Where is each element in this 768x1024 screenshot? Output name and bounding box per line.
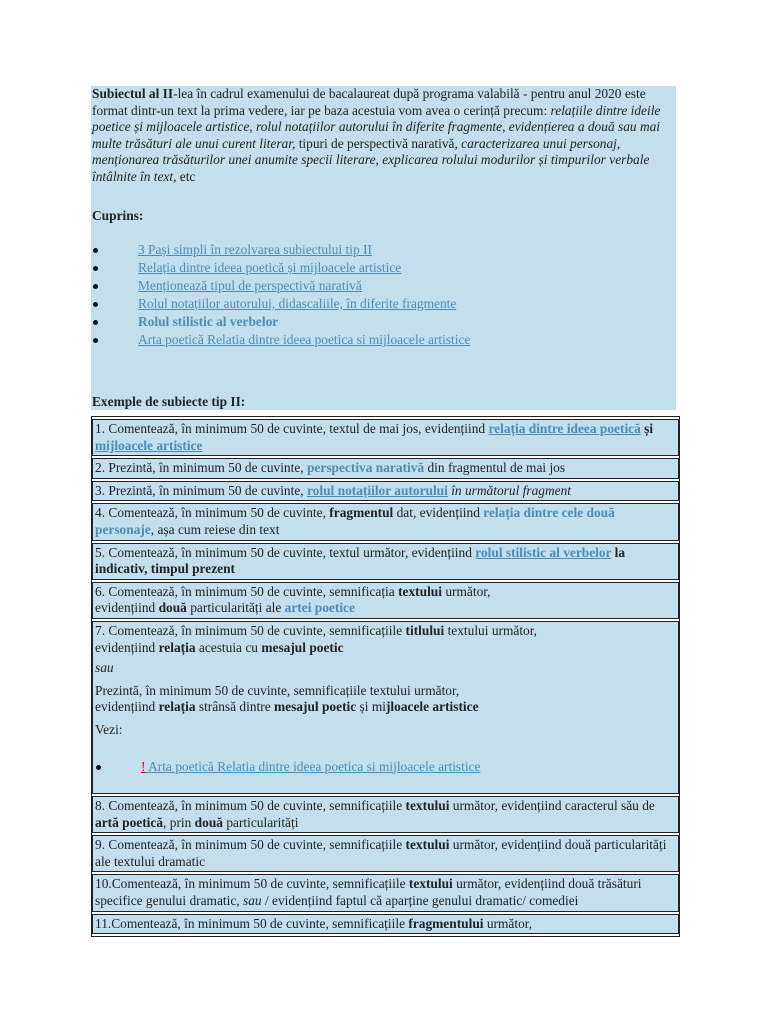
vezi-item[interactable] [95,759,677,776]
toc-item[interactable] [92,295,673,313]
table-row [92,582,679,619]
toc-link[interactable]: Menționează tipul de perspectivă narativă [138,277,362,293]
example-link[interactable]: rolul stilistic al verbelor [475,544,612,560]
table-of-contents [92,241,673,350]
vezi-list [95,759,677,776]
example-1: 1. Comentează, în minimum 50 de cuvinte, textul de mai jos, evidențiind relația dintre ideea poetică și mijloacele artistice [92,419,679,456]
intro-plain-1: tipuri de perspectivă narativă, [295,135,462,151]
table-row [92,419,679,456]
table-row [92,458,679,479]
table-row [92,914,679,935]
intro-lead: Subiectul al II [92,86,174,101]
example-link[interactable]: relația dintre cele două personaje [95,505,615,537]
example-6: 6. Comentează, în minimum 50 de cuvinte, semnificația textului următor, evidențiind două particularități ale artei poetice [92,582,679,619]
table-row [92,621,679,794]
toc-item[interactable] [92,259,673,277]
table-row [92,874,679,911]
example-link[interactable]: mijloacele artistice [95,437,203,453]
example-2: 2. Prezintă, în minimum 50 de cuvinte, perspectiva narativă din fragmentul de mai jos [92,458,679,479]
vezi-link[interactable]: Arta poetică Relatia dintre ideea poetica si mijloacele artistice [145,758,481,774]
vezi-label: Vezi: [95,721,123,737]
toc-link[interactable]: Relația dintre ideea poetică și mijloacele artistice [138,259,402,275]
example-link[interactable]: perspectiva narativă [306,460,425,476]
toc-item[interactable] [92,241,673,259]
example-10: 10.Comentează, în minimum 50 de cuvinte, semnificațiile textului următor, evidențiind două trăsături specifice genului dramatic, sau / evidențiind faptul că aparține genului dramatic/ comediei [92,874,679,911]
alert-mark: ! [141,758,146,774]
intro-paragraph [92,86,673,185]
example-5: 5. Comentează, în minimum 50 de cuvinte, textul următor, evidențiind rolul stilistic al verbelor la indicativ, timpul prezent [92,543,679,580]
example-7: 7. Comentează, în minimum 50 de cuvinte, semnificațiile titlului textului următor, evidențiind relația acestuia cu mesajul poetic sau Prezintă, în minimum 50 de cuvinte, semnificațiile textului următor, evidențiind relația strânsă dintre mesajul poetic și mijloacele artistice Vezi: ! Arta poetică Relatia dintre ideea poetica si mijloacele artistice [92,621,679,794]
table-row [92,503,679,540]
intro-text: -lea în cadrul examenului de bacalaureat după programa valabilă - pentru anul 2020 este format dintr-un text la prima vedere, iar pe baza acestuia vom avea o cerință precum: [92,86,646,118]
intro-italic-1: relațiile dintre ideile poetice și mijloacele artistice, rolul notațiilor autorului în diferite fragmente, evidențierea a două sau mai multe trăsături ale unui curent literar, [92,102,661,151]
examples-table [91,416,680,937]
toc-link[interactable]: 3 Pași simpli în rezolvarea subiectului tip II [138,241,372,257]
example-4: 4. Comentează, în minimum 50 de cuvinte, fragmentul dat, evidențiind relația dintre cele două personaje, așa cum reiese din text [92,503,679,540]
table-row [92,796,679,833]
toc-link[interactable]: Rolul stilistic al verbelor [138,314,279,330]
example-link[interactable]: rolul notațiilor autorului [306,482,448,498]
toc-item[interactable] [92,331,673,349]
examples-title: Exemple de subiecte tip II: [92,394,246,409]
example-link[interactable]: artei poetice [284,600,355,616]
toc-item[interactable] [92,277,673,295]
intro-italic-2: caracterizarea unui personaj, menționarea trăsăturilor unei anumite specii literare, explicarea rolului modurilor și timpurilor verbale întâlnite în text, [92,135,650,184]
example-9: 9. Comentează, în minimum 50 de cuvinte, semnificațiile textului următor, evidențiind două particularități ale textului dramatic [92,835,679,872]
example-3: 3. Prezintă, în minimum 50 de cuvinte, rolul notațiilor autorului în următorul fragment [92,481,679,502]
example-11: 11.Comentează, în minimum 50 de cuvinte, semnificațiile fragmentului următor, [92,914,679,935]
intro-panel [91,86,676,410]
table-row [92,481,679,502]
intro-plain-2: etc [176,168,196,184]
toc-link[interactable]: Rolul notațiilor autorului, didascaliile, în diferite fragmente [138,296,457,312]
example-link[interactable]: relația dintre ideea poetică [488,421,641,436]
toc-link[interactable]: Arta poetică Relatia dintre ideea poetica si mijloacele artistice [138,332,471,348]
table-row [92,543,679,580]
example-8: 8. Comentează, în minimum 50 de cuvinte, semnificațiile textului următor, evidențiind caracterul său de artă poetică, prin două particularități [92,796,679,833]
table-row [92,835,679,872]
toc-item[interactable] [92,313,673,331]
cuprins-title: Cuprins: [92,208,144,223]
